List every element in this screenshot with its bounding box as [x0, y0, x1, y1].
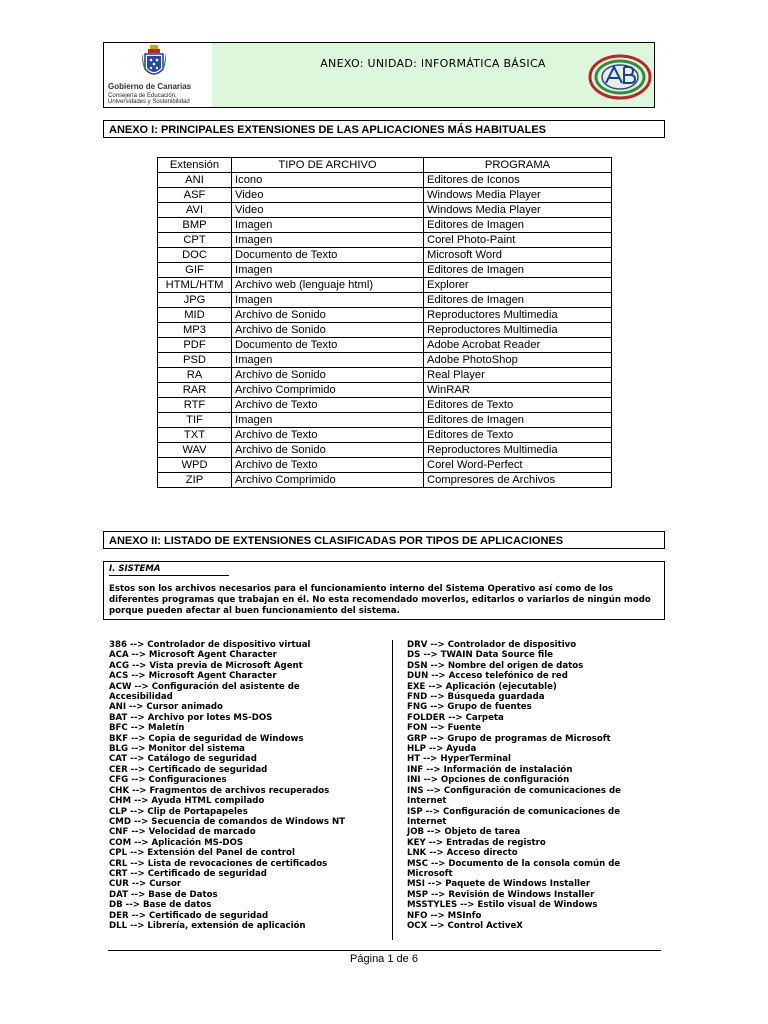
program-cell: Explorer	[424, 278, 612, 293]
table-header-row	[158, 158, 612, 173]
extension-cell: CPT	[158, 233, 232, 248]
sistema-description: Estos son los archivos necesarios para el funcionamiento interno del Sistema Operativo así como de los diferentes programas que trabajan en él. No esta recomendado moverlos, editarlos o variarlos de ningún modo porque pueden afectar al buen funcionamiento del sistema.	[109, 584, 651, 616]
list-item: CRL --> Lista de revocaciones de certificados	[109, 858, 328, 869]
list-item: CHM --> Ayuda HTML compilado	[109, 796, 265, 807]
sistema-box	[103, 561, 665, 620]
extension-cell: JPG	[158, 293, 232, 308]
list-item: OCX --> Control ActiveX	[407, 920, 523, 931]
footer-divider	[108, 950, 661, 951]
program-cell: Editores de Imagen	[424, 263, 612, 278]
extensions-table	[157, 157, 612, 488]
file-type-cell: Archivo Comprimido	[232, 383, 424, 398]
list-item: BAT --> Archivo por lotes MS-DOS	[109, 712, 273, 723]
table-row	[158, 203, 612, 218]
file-type-cell: Archivo de Sonido	[232, 443, 424, 458]
program-cell: Editores de Imagen	[424, 413, 612, 428]
file-type-cell: Archivo de Texto	[232, 458, 424, 473]
program-cell: Microsoft Word	[424, 248, 612, 263]
list-item: BKF --> Copia de seguridad de Windows	[109, 733, 304, 744]
file-type-cell: Archivo de Sonido	[232, 368, 424, 383]
program-cell: Reproductores Multimedia	[424, 323, 612, 338]
program-cell: Corel Word-Perfect	[424, 458, 612, 473]
table-row	[158, 218, 612, 233]
file-type-cell: Imagen	[232, 233, 424, 248]
file-type-cell: Video	[232, 203, 424, 218]
list-item: LNK --> Acceso directo	[407, 848, 518, 859]
program-cell: Corel Photo-Paint	[424, 233, 612, 248]
file-type-cell: Video	[232, 188, 424, 203]
program-cell: WinRAR	[424, 383, 612, 398]
program-cell: Editores de Imagen	[424, 218, 612, 233]
list-item: Internet	[407, 796, 447, 807]
table-row	[158, 398, 612, 413]
table-row	[158, 248, 612, 263]
program-cell: Windows Media Player	[424, 188, 612, 203]
file-type-cell: Imagen	[232, 413, 424, 428]
coat-of-arms-icon	[142, 45, 166, 81]
list-item: CLP --> Clip de Portapapeles	[109, 806, 248, 817]
table-row	[158, 263, 612, 278]
list-item: FOLDER --> Carpeta	[407, 712, 504, 723]
table-row	[158, 308, 612, 323]
title-cell	[212, 43, 654, 107]
file-type-cell: Documento de Texto	[232, 248, 424, 263]
file-type-cell: Imagen	[232, 353, 424, 368]
column-header: TIPO DE ARCHIVO	[232, 158, 424, 173]
list-item: EXE --> Aplicación (ejecutable)	[407, 681, 557, 692]
table-row	[158, 368, 612, 383]
table-body	[158, 173, 612, 488]
gov-subtitle-2: Universidades y Sostenibilidad	[108, 99, 190, 105]
extension-cell: PDF	[158, 338, 232, 353]
gov-name: Gobierno de Canarias	[108, 82, 192, 91]
list-item: KEY --> Entradas de registro	[407, 837, 546, 848]
list-item: INF --> Información de instalación	[407, 764, 573, 775]
extension-cell: RTF	[158, 398, 232, 413]
list-item: CUR --> Cursor	[109, 879, 182, 890]
column-header: Extensión	[158, 158, 232, 173]
program-cell: Adobe PhotoShop	[424, 353, 612, 368]
table-row	[158, 383, 612, 398]
list-item: DER --> Certificado de seguridad	[109, 910, 269, 921]
program-cell: Editores de Texto	[424, 398, 612, 413]
program-cell: Editores de Texto	[424, 428, 612, 443]
list-item: ANI --> Cursor animado	[109, 702, 223, 713]
program-cell: Real Player	[424, 368, 612, 383]
table-row	[158, 173, 612, 188]
list-item: FND --> Búsqueda guardada	[407, 692, 545, 703]
file-type-cell: Imagen	[232, 293, 424, 308]
list-item: Accesibilidad	[109, 692, 173, 703]
list-item: CNF --> Velocidad de marcado	[109, 827, 256, 838]
list-item: MSSTYLES --> Estilo visual de Windows	[407, 900, 598, 911]
table-row	[158, 233, 612, 248]
column-header: PROGRAMA	[424, 158, 612, 173]
list-item: DUN --> Acceso telefónico de red	[407, 671, 568, 682]
document-header	[103, 42, 655, 108]
list-item: CMD --> Secuencia de comandos de Windows NT	[109, 816, 345, 827]
list-item: BFC --> Maletín	[109, 723, 185, 734]
table-row	[158, 338, 612, 353]
table-row	[158, 473, 612, 488]
program-cell: Reproductores Multimedia	[424, 443, 612, 458]
list-item: COM --> Aplicación MS-DOS	[109, 837, 244, 848]
program-cell: Reproductores Multimedia	[424, 308, 612, 323]
extension-cell: WAV	[158, 443, 232, 458]
list-item: ACG --> Vista previa de Microsoft Agent	[109, 660, 303, 671]
list-item: GRP --> Grupo de programas de Microsoft	[407, 733, 611, 744]
extension-cell: DOC	[158, 248, 232, 263]
extension-cell: BMP	[158, 218, 232, 233]
list-item: ACW --> Configuración del asistente de	[109, 681, 300, 692]
list-item: INI --> Opciones de configuración	[407, 775, 570, 786]
extension-list-right	[407, 640, 621, 931]
extension-cell: ANI	[158, 173, 232, 188]
list-item: HT --> HyperTerminal	[407, 754, 511, 765]
header-title: ANEXO: UNIDAD: INFORMÁTICA BÁSICA	[320, 57, 546, 70]
sistema-title: I. SISTEMA	[109, 564, 161, 574]
file-type-cell: Archivo Comprimido	[232, 473, 424, 488]
list-item: CPL --> Extensión del Panel de control	[109, 848, 295, 859]
extension-cell: MID	[158, 308, 232, 323]
file-type-cell: Imagen	[232, 263, 424, 278]
list-item: CER --> Certificado de seguridad	[109, 764, 268, 775]
table-row	[158, 278, 612, 293]
table-row	[158, 353, 612, 368]
file-type-cell: Archivo de Texto	[232, 428, 424, 443]
list-item: DB --> Base de datos	[109, 900, 212, 911]
file-type-cell: Archivo de Sonido	[232, 308, 424, 323]
table-row	[158, 323, 612, 338]
table-row	[158, 458, 612, 473]
extension-cell: RA	[158, 368, 232, 383]
extension-cell: TXT	[158, 428, 232, 443]
extension-cell: WPD	[158, 458, 232, 473]
program-cell: Editores de Imagen	[424, 293, 612, 308]
gov-subtitle-1: Consejería de Educación,	[108, 93, 177, 99]
list-item: DLL --> Librería, extensión de aplicación	[109, 920, 306, 931]
extension-cell: HTML/HTM	[158, 278, 232, 293]
list-item: MSP --> Revisión de Windows Installer	[407, 889, 595, 900]
list-item: JOB --> Objeto de tarea	[407, 827, 521, 838]
list-item: 386 --> Controlador de dispositivo virtual	[109, 640, 311, 650]
extension-cell: PSD	[158, 353, 232, 368]
extension-cell: GIF	[158, 263, 232, 278]
list-item: CHK --> Fragmentos de archivos recuperados	[109, 785, 330, 796]
table-row	[158, 293, 612, 308]
file-type-cell: Documento de Texto	[232, 338, 424, 353]
extension-cell: TIF	[158, 413, 232, 428]
file-type-cell: Archivo de Texto	[232, 398, 424, 413]
file-type-cell: Imagen	[232, 218, 424, 233]
file-type-cell: Icono	[232, 173, 424, 188]
extension-cell: AVI	[158, 203, 232, 218]
list-item: FNG --> Grupo de fuentes	[407, 702, 532, 713]
program-cell: Compresores de Archivos	[424, 473, 612, 488]
logo-cell	[104, 43, 213, 107]
list-item: CFG --> Configuraciones	[109, 775, 227, 786]
anexo1-heading: ANEXO I: PRINCIPALES EXTENSIONES DE LAS APLICACIONES MÁS HABITUALES	[103, 120, 665, 138]
sistema-underline	[109, 575, 229, 576]
program-cell: Adobe Acrobat Reader	[424, 338, 612, 353]
file-type-cell: Archivo web (lenguaje html)	[232, 278, 424, 293]
table-row	[158, 443, 612, 458]
list-item: ISP --> Configuración de comunicaciones de	[407, 806, 621, 817]
extension-cell: ZIP	[158, 473, 232, 488]
list-item: DAT --> Base de Datos	[109, 889, 218, 900]
extension-cell: MP3	[158, 323, 232, 338]
list-item: CRT --> Certificado de seguridad	[109, 868, 267, 879]
table-row	[158, 188, 612, 203]
table-row	[158, 413, 612, 428]
program-cell: Windows Media Player	[424, 203, 612, 218]
column-divider	[392, 640, 393, 940]
extension-cell: ASF	[158, 188, 232, 203]
list-item: ACS --> Microsoft Agent Character	[109, 671, 277, 682]
extension-list-left	[109, 640, 345, 931]
list-item: DSN --> Nombre del origen de datos	[407, 660, 584, 671]
list-item: DS --> TWAIN Data Source file	[407, 650, 553, 661]
list-item: HLP --> Ayuda	[407, 744, 477, 755]
list-item: DRV --> Controlador de dispositivo	[407, 640, 577, 650]
extension-cell: RAR	[158, 383, 232, 398]
list-item: BLG --> Monitor del sistema	[109, 744, 245, 755]
list-item: ACA --> Microsoft Agent Character	[109, 650, 277, 661]
program-cell: Editores de Iconos	[424, 173, 612, 188]
list-item: NFO --> MSInfo	[407, 910, 482, 921]
list-item: Microsoft	[407, 868, 453, 879]
table-row	[158, 428, 612, 443]
list-item: CAT --> Catálogo de seguridad	[109, 754, 257, 765]
list-item: FON --> Fuente	[407, 723, 482, 734]
school-logo-icon	[588, 53, 652, 101]
footer-page-number: Página 1 de 6	[350, 953, 418, 965]
list-item: MSC --> Documento de la consola común de	[407, 858, 621, 869]
list-item: INS --> Configuración de comunicaciones de	[407, 785, 621, 796]
list-item: Internet	[407, 816, 447, 827]
anexo2-heading: ANEXO II: LISTADO DE EXTENSIONES CLASIFICADAS POR TIPOS DE APLICACIONES	[103, 531, 665, 549]
file-type-cell: Archivo de Sonido	[232, 323, 424, 338]
list-item: MSI --> Paquete de Windows Installer	[407, 879, 591, 890]
